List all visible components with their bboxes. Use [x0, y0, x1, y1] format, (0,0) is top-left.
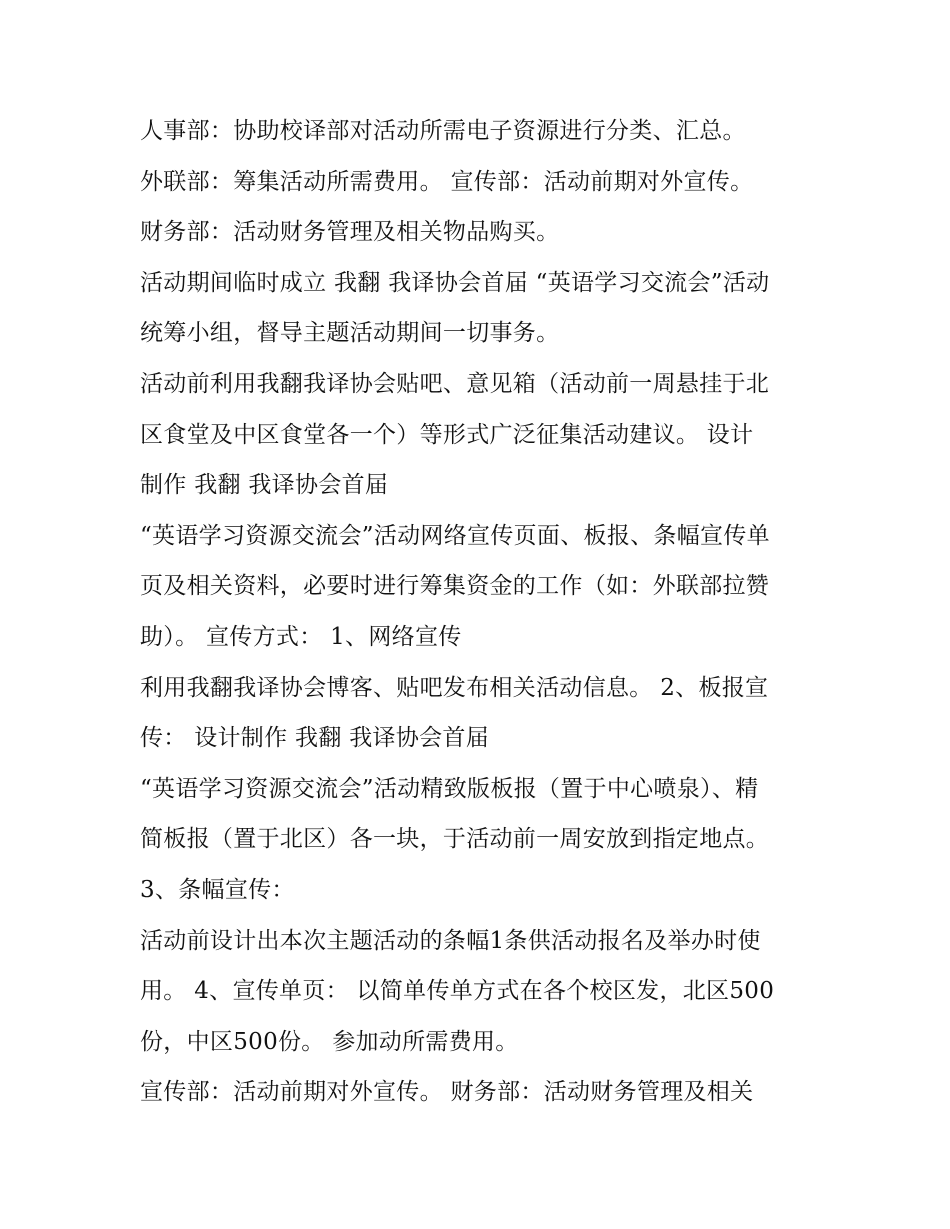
text-line: 助）。 宣传方式： 1、网络宣传 — [140, 623, 462, 650]
text-line: 用。 4、宣传单页： 以简单传单方式在各个校区发，北区500 — [140, 978, 775, 1005]
text-line: 份，中区500份。 参加动所需费用。 — [140, 1028, 519, 1055]
text-line: 利用我翻我译协会博客、贴吧发布相关活动信息。 2、板报宣 — [140, 674, 769, 701]
text-line: “英语学习资源交流会”活动精致版板报（置于中心喷泉）、精 — [140, 775, 759, 802]
text-line: 简板报（置于北区）各一块，于活动前一周安放到指定地点。 — [140, 826, 770, 853]
text-line: 宣传部：活动前期对外宣传。 财务部：活动财务管理及相关 — [140, 1079, 754, 1106]
text-line: 外联部：筹集活动所需费用。 宣传部：活动前期对外宣传。 — [140, 168, 754, 195]
text-line: 统筹小组，督导主题活动期间一切事务。 — [140, 320, 560, 347]
text-line: 活动前设计出本次主题活动的条幅1条供活动报名及举办时使 — [140, 927, 761, 954]
text-line: “英语学习资源交流会”活动网络宣传页面、板报、条幅宣传单 — [140, 522, 770, 549]
text-line: 财务部：活动财务管理及相关物品购买。 — [140, 219, 560, 246]
text-line: 传： 设计制作 我翻 我译协会首届 — [140, 725, 490, 752]
text-line: 制作 我翻 我译协会首届 — [140, 472, 389, 499]
text-line: 页及相关资料，必要时进行筹集资金的工作（如：外联部拉赞 — [140, 573, 770, 600]
document-body — [140, 106, 820, 1118]
text-line: 人事部：协助校译部对活动所需电子资源进行分类、汇总。 — [140, 118, 746, 144]
text-line: 3、条幅宣传： — [140, 876, 295, 903]
text-line: 活动前利用我翻我译协会贴吧、意见箱（活动前一周悬挂于北 — [140, 370, 770, 397]
text-line: 活动期间临时成立 我翻 我译协会首届 “英语学习交流会”活动 — [140, 269, 770, 296]
text-line: 区食堂及中区食堂各一个）等形式广泛征集活动建议。 设计 — [140, 421, 754, 448]
